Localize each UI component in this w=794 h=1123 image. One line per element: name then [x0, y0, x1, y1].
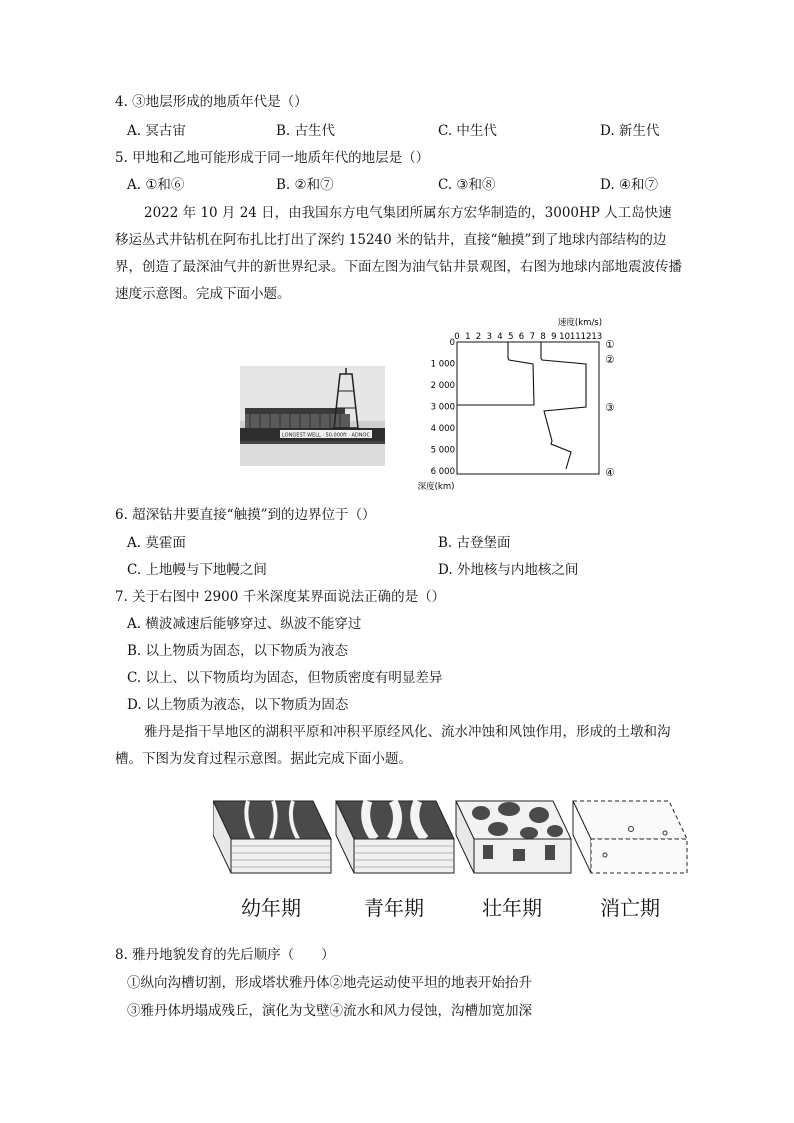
depth-tick-5: 5 000	[430, 445, 455, 456]
stage-young-block	[336, 801, 454, 873]
depth-tick-labels	[431, 338, 455, 477]
stage-label-youth: 幼年期	[241, 896, 301, 920]
marker-2: ②	[605, 354, 615, 366]
depth-tick-0: 0	[449, 338, 455, 348]
q7-option-d: D. 以上物质为液态，以下物质为固态	[127, 697, 349, 713]
stage-mature-block	[456, 801, 571, 873]
q6-stem: 6. 超深钻井要直接“触摸”到的边界位于（）	[115, 507, 376, 523]
speed-axis-label: 速度(km/s)	[557, 318, 603, 328]
q6-option-c: C. 上地幔与下地幔之间	[127, 562, 267, 578]
depth-tick-6: 6 000	[430, 467, 455, 477]
depth-tick-1: 1 000	[430, 359, 455, 370]
q4-option-b: B. 古生代	[276, 123, 336, 139]
speed-tick-13: 13	[591, 332, 603, 342]
speed-tick-10: 10	[559, 332, 571, 342]
p-wave-curve	[541, 342, 586, 469]
speed-tick-4: 4	[497, 332, 503, 342]
marker-3: ③	[605, 402, 615, 414]
marker-1: ①	[605, 339, 615, 351]
passage-drilling: 2022 年 10 月 24 日，由我国东方电气集团所属东方宏华制造的，3000HP 人工岛快速移运丛式井钻机在阿布扎比打出了深约 15240 米的钻井，直接“触摸”到了地球内部结构的边界，创造了最深油气井的新世界纪录。下面左图为油气钻井景观图，右图为地球内部地震波传播速度示意图。完成下面小题。	[115, 205, 682, 302]
q7-option-c: C. 以上、以下物质均为固态，但物质密度有明显差异	[127, 670, 443, 686]
speed-tick-labels	[454, 332, 602, 342]
q7-option-a: A. 横波减速后能够穿过、纵波不能穿过	[127, 616, 362, 632]
depth-axis-label: 深度(km)	[417, 482, 455, 492]
q7-option-b: B. 以上物质为固态，以下物质为液态	[127, 643, 349, 659]
q5-option-c: C. ③和⑧	[438, 177, 496, 193]
q8-stem: 8. 雅丹地貌发育的先后顺序（ ）	[115, 947, 335, 963]
yardang-stages-diagram	[213, 793, 695, 923]
stage-label-young: 青年期	[364, 896, 424, 920]
q4-stem: 4. ③地层形成的地质年代是（）	[115, 94, 308, 110]
speed-tick-8: 8	[540, 332, 546, 342]
depth-tick-4: 4 000	[430, 424, 455, 434]
speed-tick-9: 9	[551, 332, 557, 342]
speed-tick-12: 12	[580, 332, 592, 342]
marker-4: ④	[605, 467, 615, 479]
speed-tick-2: 2	[475, 332, 482, 342]
q4-option-c: C. 中生代	[438, 123, 497, 139]
speed-tick-1: 1	[465, 332, 471, 342]
s-wave-curve	[457, 342, 534, 405]
q4-option-a: A. 冥古宙	[127, 123, 186, 139]
stage-decline-block	[573, 801, 687, 873]
q6-option-d: D. 外地核与内地核之间	[438, 562, 579, 578]
q5-option-a: A. ①和⑥	[127, 177, 185, 193]
q8-line-2: ③雅丹体坍塌成残丘，演化为戈壁④流水和风力侵蚀，沟槽加宽加深	[127, 1003, 532, 1019]
speed-tick-7: 7	[529, 332, 536, 342]
q6-option-a: A. 莫霍面	[127, 535, 186, 551]
depth-tick-3: 3 000	[430, 402, 455, 413]
stage-label-decline: 消亡期	[600, 896, 660, 920]
q5-option-b: B. ②和⑦	[276, 177, 334, 193]
q6-option-b: B. 古登堡面	[438, 535, 511, 551]
drilling-rig-photo	[240, 366, 385, 466]
seismic-wave-chart	[410, 315, 620, 493]
photo-sign-text: LONGEST WELL · 50,000ft · ADNOC	[282, 432, 370, 439]
q4-option-d: D. 新生代	[600, 123, 660, 139]
speed-tick-0: 0	[454, 332, 460, 342]
speed-tick-6: 6	[518, 332, 525, 342]
q5-option-d: D. ④和⑦	[600, 177, 659, 193]
stage-youth-block	[213, 801, 331, 873]
stage-label-mature: 壮年期	[482, 896, 542, 920]
speed-tick-11: 11	[569, 332, 581, 342]
speed-tick-3: 3	[486, 332, 493, 342]
q8-line-1: ①纵向沟槽切割，形成塔状雅丹体②地壳运动使平坦的地表开始抬升	[127, 975, 532, 991]
depth-tick-2: 2 000	[430, 381, 455, 391]
q7-stem: 7. 关于右图中 2900 千米深度某界面说法正确的是（）	[115, 589, 446, 605]
speed-tick-5: 5	[508, 332, 514, 342]
passage-yardang: 雅丹是指干旱地区的湖积平原和冲积平原经风化、流水冲蚀和风蚀作用，形成的土墩和沟槽。下图为发育过程示意图。据此完成下面小题。	[115, 724, 671, 767]
q5-stem: 5. 甲地和乙地可能形成于同一地质年代的地层是（）	[115, 150, 430, 166]
